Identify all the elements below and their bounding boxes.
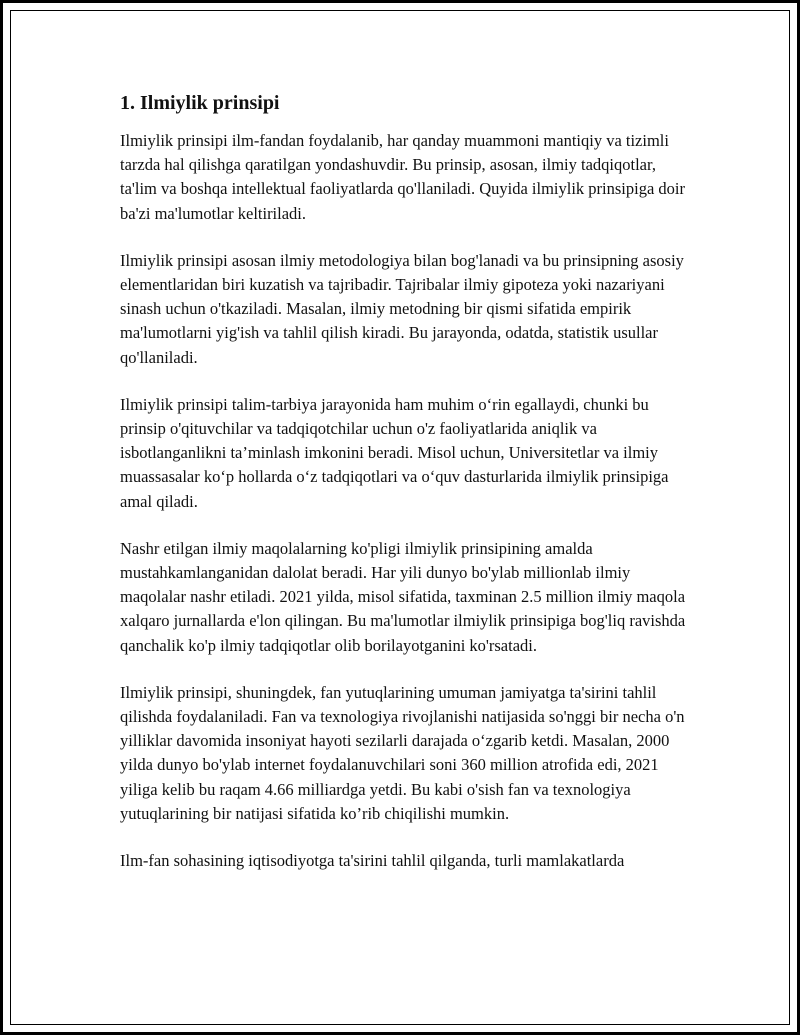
paragraph-4: Nashr etilgan ilmiy maqolalarning ko'pligi ilmiylik prinsipining amalda mustahkamlanganidan dalolat beradi. Har yili dunyo bo'ylab millionlab ilmiy maqolalar nashr etiladi. 2021 yilda, misol sifatida, taxminan 2.5 million ilmiy maqola xalqaro jurnallarda e'lon qilingan. Bu ma'lumotlar ilmiylik prinsipiga bog'liq ravishda qanchalik ko'p ilmiy tadqiqotlar olib borilayotganini ko'rsatadi.: [120, 538, 686, 655]
paragraph-3: Ilmiylik prinsipi talim-tarbiya jarayonida ham muhim o‘rin egallaydi, chunki bu prinsip o'qituvchilar va tadqiqotchilar uchun o'z faoliyatlarida aniqlik va isbotlanganlikni ta’minlash imkonini beradi. Misol uchun, Universitetlar va ilmiy muassasalar ko‘p hollarda o‘z tadqiqotlari va o‘quv dasturlarida ilmiylik prinsipiga amal qiladi.: [120, 394, 669, 511]
paragraph-2: Ilmiylik prinsipi asosan ilmiy metodologiya bilan bog'lanadi va bu prinsipning asosiy elementlaridan biri kuzatish va tajribadir. Tajribalar ilmiy gipoteza yoki nazariyani sinash uchun o'tkaziladi. Masalan, ilmiy metodning bir qismi sifatida empirik ma'lumotlarni yig'ish va tahlil qilish kiradi. Bu jarayonda, odatda, statistik usullar qo'llaniladi.: [120, 250, 684, 367]
paragraph-5: Ilmiylik prinsipi, shuningdek, fan yutuqlarining umuman jamiyatga ta'sirini tahlil qilishda foydalaniladi. Fan va texnologiya rivojlanishi natijasida so'nggi bir necha o'n yilliklar davomida insoniyat hayoti sezilarli darajada o‘zgarib ketdi. Masalan, 2000 yilda dunyo bo'ylab internet foydalanuvchilari soni 360 million atrofida edi, 2021 yiliga kelib bu raqam 4.66 milliardga yetdi. Bu kabi o'sish fan va texnologiya yutuqlarining bir natijasi sifatida ko’rib chiqilishi mumkin.: [120, 682, 685, 823]
section-heading: 1. Ilmiylik prinsipi: [120, 92, 280, 114]
paragraph-1: Ilmiylik prinsipi ilm-fandan foydalanib, har qanday muammoni mantiqiy va tizimli tarzda hal qilishga qaratilgan yondashuvdir. Bu prinsip, asosan, ilmiy tadqiqotlar, ta'lim va boshqa intellektual faoliyatlarda qo'llaniladi. Quyida ilmiylik prinsipiga doir ba'zi ma'lumotlar keltiriladi.: [120, 131, 685, 223]
document-body: [120, 89, 690, 896]
paragraph-6: Ilm-fan sohasining iqtisodiyotga ta'sirini tahlil qilganda, turli mamlakatlarda: [120, 851, 625, 871]
